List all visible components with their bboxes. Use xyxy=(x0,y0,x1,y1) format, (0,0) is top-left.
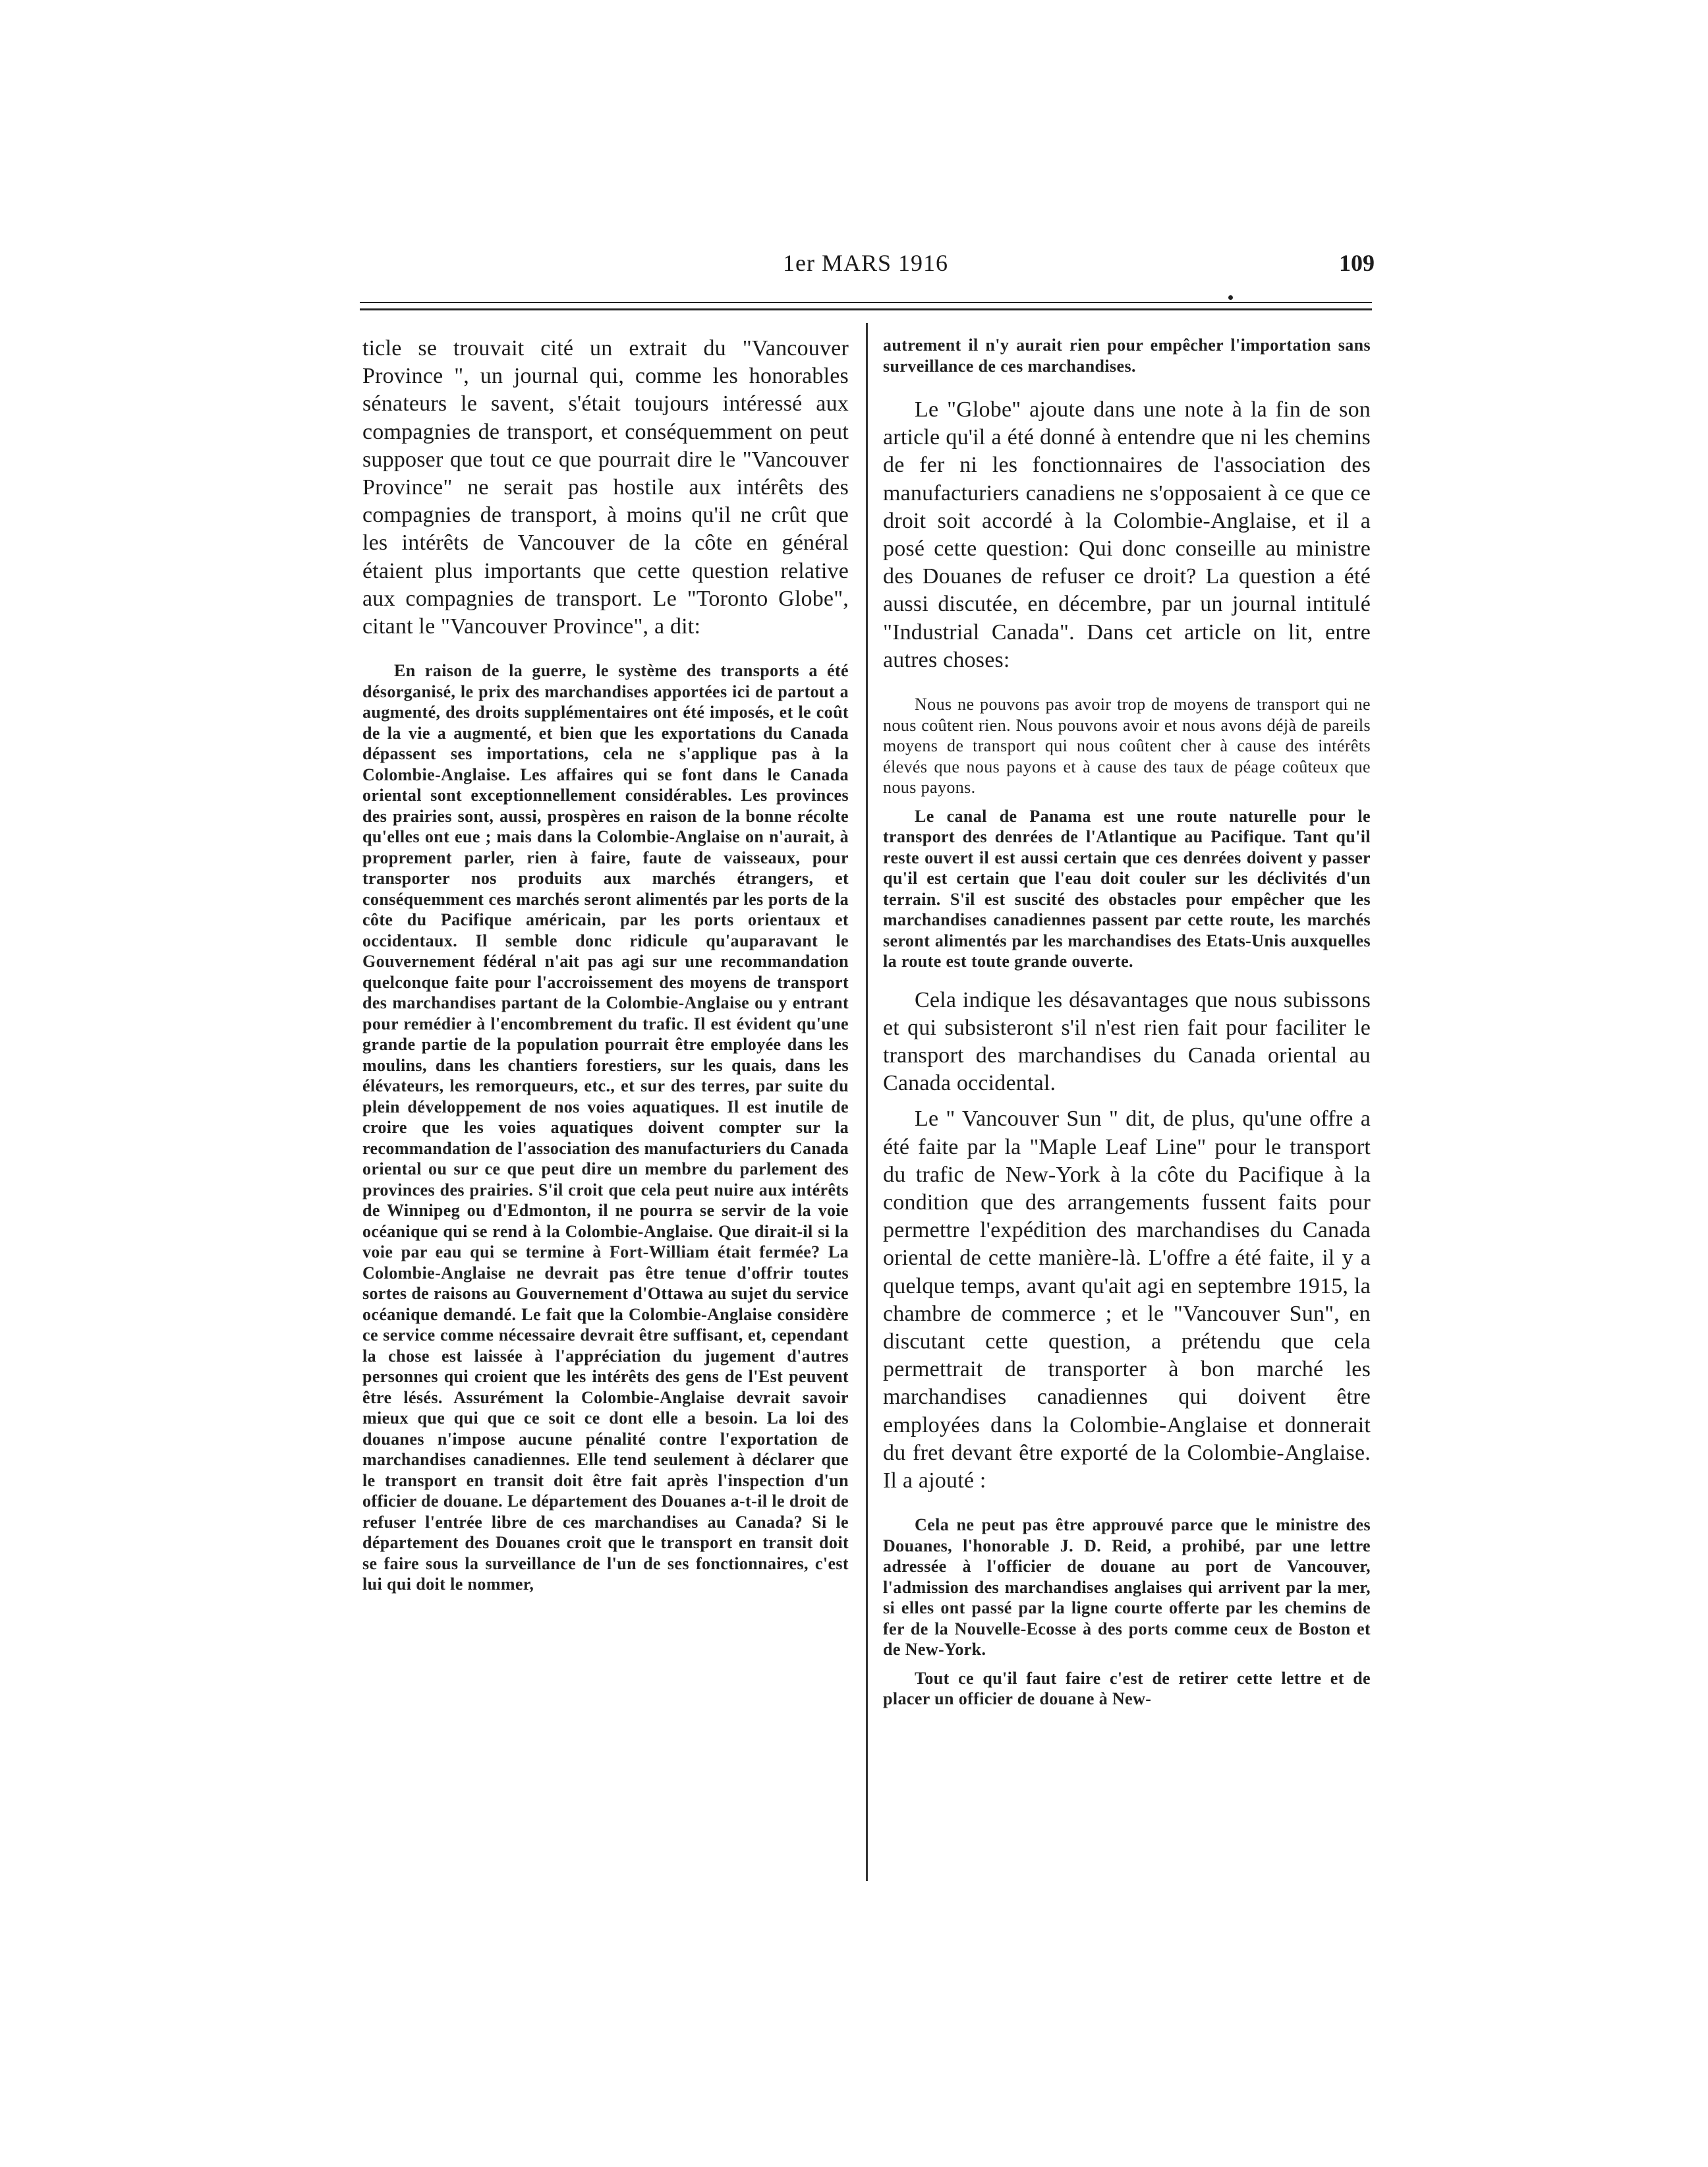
right-paragraph-disadvantages: Cela indique les désavantages que nous subissons et qui subsisteront s'il n'est rien fait pour faciliter le transport des marchandises du Canada oriental au Canada occidental. xyxy=(883,987,1371,1096)
left-paragraph-1: ticle se trouvait cité un extrait du "Vancouver Province ", un journal qui, comme les honorables sénateurs le savent, s'était toujours intéressé aux compagnies de transport, et conséquemment on peut supposer que tout ce que pourrait dire le "Vancouver Province" ne serait pas hostile aux intérêts des compagnies de transport, à moins qu'il ne crût que les intérêts de Vancouver de la côte en général étaient plus importants que cette question relative aux compagnies de transport. Le "Toronto Globe", citant le "Vancouver Province", a dit: xyxy=(362,336,849,639)
right-quote-continued: autrement il n'y aurait rien pour empêcher l'importation sans surveillance de ces marchandises. xyxy=(883,335,1371,376)
right-paragraph-vancouver-sun: Le " Vancouver Sun " dit, de plus, qu'une offre a été faite par la "Maple Leaf Line" pour le transport du trafic de New-York à la côte du Pacifique à la condition que des arrangements fussent faits pour permettre l'expédition des marchandises du Canada oriental de cette manière-là. L'offre a été faite, il y a quelque temps, avant qu'ait agi en septembre 1915, la chambre de commerce ; et le "Vancouver Sun", en discutant cette question, a prétendu que cela permettrait de transporter à bon marché les marchandises canadiennes qui doivent être employées dans la Colombie-Anglaise et donnerait du fret devant être exporté de la Colombie-Anglaise. Il a ajouté : xyxy=(883,1107,1371,1493)
right-quote-industrial-canada-1: Nous ne pouvons pas avoir trop de moyens de transport qui ne nous coûtent rien. Nous pouvons avoir et nous avons déjà de pareils moyens de transport qui nous coûtent cher à cause des intérêts élevés que nous payons et à cause des taux de péage coûteux que nous payons. xyxy=(883,695,1371,797)
header-rule-thin xyxy=(360,302,1372,303)
right-quote-reid-letter: Cela ne peut pas être approuvé parce que le ministre des Douanes, l'honorable J. D. Reid, a prohibé, par une lettre adressée à l'officier de douane au port de Vancouver, l'admission des marchandises anglaises qui arrivent par la mer, si elles ont passé par la ligne courte offerte par les chemins de fer de la Nouvelle-Ecosse à des ports comme ceux de Boston et de New-York. xyxy=(883,1515,1371,1660)
right-column xyxy=(883,335,1371,1710)
left-column xyxy=(362,335,849,1595)
left-quote-globe: En raison de la guerre, le système des transports a été désorganisé, le prix des marchandises apportées ici de partout a augmenté, des droits supplémentaires ont été imposés, et le coût de la vie a augmenté, et bien que les exportations du Canada dépassent ses importations, cela ne s'applique pas à la Colombie-Anglaise. Les affaires qui se font dans le Canada oriental sont exceptionnellement considérables. Les provinces des prairies sont, aussi, prospères en raison de la bonne récolte qu'elles ont eue ; mais dans la Colombie-Anglaise on n'aurait, à proprement parler, rien à faire, faute de vaisseaux, pour transporter nos produits aux marchés étrangers, et conséquemment ces marchés seront alimentés par les ports de la côte du Pacifique américain, par les ports orientaux et occidentaux. Il semble donc ridicule qu'auparavant le Gouvernement fédéral n'ait pas agi sur une recommandation quelconque faite pour l'accroissement des moyens de transport des marchandises partant de la Colombie-Anglaise ou y entrant pour remédier à l'encombrement du trafic. Il est évident qu'une grande partie de la population pourrait être employée dans les moulins, dans les chantiers forestiers, sur les quais, dans les élévateurs, les remorqueurs, etc., et sur des terres, par suite du plein développement de nos voies aquatiques. Il est inutile de croire que les voies aquatiques doivent compter sur la recommandation de l'association des manufacturiers du Canada oriental ou sur ce que peut dire un membre du parlement des provinces des prairies. S'il croit que cela peut nuire aux intérêts de Winnipeg ou d'Edmonton, il ne pourra se servir de la voie océanique qui se rend à la Colombie-Anglaise. Que dirait-il si la voie par eau qui se termine à Fort-William était fermée? La Colombie-Anglaise ne devrait pas être tenue d'offrir toutes sortes de raisons au Gouvernement d'Ottawa au sujet du service océanique demandé. Le fait que la Colombie-Anglaise considère ce service comme nécessaire devrait être suffisant, et, cependant la chose est laissée à l'appréciation du jugement d'autres personnes qui croient que les intérêts des gens de l'Est peuvent être lésés. Assurément la Colombie-Anglaise devrait savoir mieux que qui que ce soit ce dont elle a besoin. La loi des douanes n'impose aucune pénalité contre l'exportation de marchandises canadiennes. Elle tend seulement à déclarer que le transport en transit doit être fait après l'inspection d'un officier de douane. Le département des Douanes a-t-il le droit de refuser l'entrée libre de ces marchandises au Canada? Si le département des Douanes croit que le transport en transit doit se faire sous la surveillance de l'un de ses fonctionnaires, c'est lui qui doit le nommer, xyxy=(362,661,849,1594)
header-date: 1er MARS 1916 xyxy=(783,250,949,276)
right-quote-industrial-canada-2: Le canal de Panama est une route naturelle pour le transport des denrées de l'Atlantique au Pacifique. Tant qu'il reste ouvert il est aussi certain que ces denrées doivent y passer qu'il est certain que l'eau doit couler sur les déclivités d'un terrain. S'il est suscité des obstacles pour empêcher que les marchandises canadiennes passent par cette route, les marchés seront alimentés par les marchandises des Etats-Unis auxquelles la route est toute grande ouverte. xyxy=(883,806,1371,971)
header-rule-thick xyxy=(360,308,1372,310)
page-number: 109 xyxy=(1339,250,1375,276)
column-divider xyxy=(866,323,868,1881)
right-quote-withdraw-letter: Tout ce qu'il faut faire c'est de retirer cette lettre et de placer un officier de douane à New- xyxy=(883,1668,1371,1709)
right-paragraph-globe-note: Le "Globe" ajoute dans une note à la fin de son article qu'il a été donné à entendre que ni les chemins de fer ni les fonctionnaires de l'association des manufacturiers canadiens ne s'opposaient à ce que ce droit soit accordé à la Colombie-Anglaise, et il a posé cette question: Qui donc conseille au ministre des Douanes de refuser ce droit? La question a été aussi discutée, en décembre, par un journal intitulé "Industrial Canada". Dans cet article on lit, entre autres choses: xyxy=(883,397,1371,672)
print-dot xyxy=(1228,295,1233,300)
